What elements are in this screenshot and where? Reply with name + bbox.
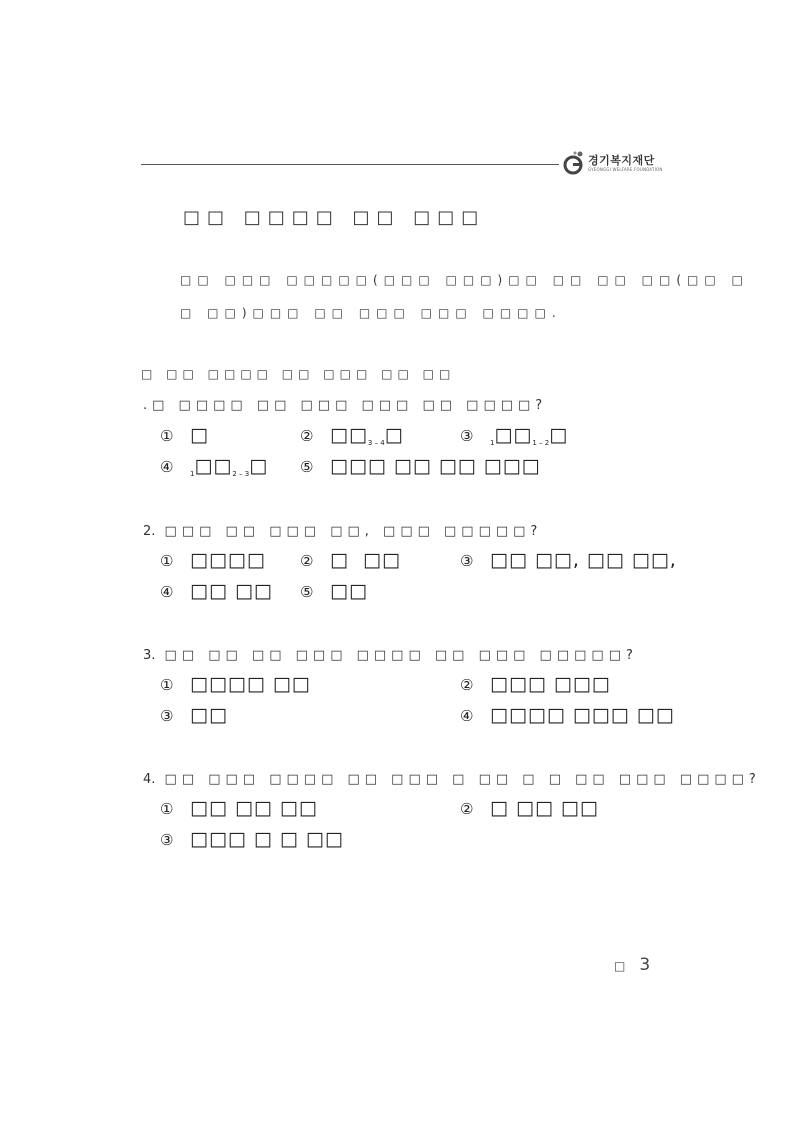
- intro-line-1: □□ □□□ □□□□□(□□□ □□□)□□ □□ □□ □□(□□ □: [180, 273, 749, 287]
- q2-option-5[interactable]: [300, 580, 368, 602]
- option-text: □□: [190, 704, 228, 726]
- option-subscript: 2 – 3: [232, 469, 250, 478]
- question-2-text: [143, 524, 542, 539]
- option-text: □ □□: [330, 549, 401, 571]
- page-number: 3: [639, 955, 651, 975]
- option-text: □□□□ □□□ □□: [490, 704, 675, 726]
- q1-option-5[interactable]: [300, 455, 541, 477]
- option-text: □□: [330, 580, 368, 602]
- header-rule: [141, 164, 559, 165]
- option-prefix: 1: [190, 469, 195, 478]
- q2-option-3[interactable]: [460, 549, 677, 571]
- q3-option-4[interactable]: [460, 704, 675, 726]
- option-marker: ③: [160, 831, 174, 849]
- option-marker: ③: [460, 552, 474, 570]
- q3-option-3[interactable]: [160, 704, 228, 726]
- footer-marker: □: [614, 959, 626, 973]
- option-tail: □: [249, 455, 269, 477]
- question-4-text: [143, 772, 761, 787]
- option-text: □ □□ □□: [490, 797, 599, 819]
- q4-option-1[interactable]: [160, 797, 318, 819]
- logo-text: 경기복지재단: [588, 154, 655, 167]
- option-marker: ②: [460, 800, 474, 818]
- q3-option-1[interactable]: [160, 673, 311, 695]
- option-text: □□□□ □□: [190, 673, 311, 695]
- q4-option-2[interactable]: [460, 797, 599, 819]
- q2-option-2[interactable]: [300, 549, 401, 571]
- page-title: □□ □□□□ □□ □□□: [183, 207, 486, 228]
- q1-option-4[interactable]: [160, 455, 268, 478]
- question-number: 3.: [143, 648, 156, 663]
- option-prefix: 1: [490, 438, 495, 447]
- option-marker: ①: [160, 676, 174, 694]
- option-marker: ②: [300, 427, 314, 445]
- option-marker: ③: [460, 427, 474, 445]
- logo-subtext: GYEONGGI WELFARE FOUNDATION: [588, 167, 663, 172]
- option-text: □: [190, 424, 209, 446]
- option-text: □□: [330, 424, 368, 446]
- option-marker: ②: [300, 552, 314, 570]
- option-marker: ③: [160, 707, 174, 725]
- option-marker: ①: [160, 552, 174, 570]
- foundation-logo-icon: [563, 150, 585, 176]
- q1-option-2[interactable]: [300, 424, 404, 447]
- q2-option-1[interactable]: [160, 549, 266, 571]
- question-number: 4.: [143, 772, 156, 787]
- option-marker: ②: [460, 676, 474, 694]
- option-text: □□□□: [190, 549, 266, 571]
- option-subscript: 3 – 4: [367, 438, 385, 447]
- q2-option-4[interactable]: [160, 580, 273, 602]
- option-text: □□□ □□□: [490, 673, 611, 695]
- question-body: □□ □□□ □□□□ □□ □□□ □ □□ □ □ □□ □□□ □□□□?: [164, 772, 761, 787]
- option-marker: ④: [160, 458, 174, 476]
- option-text: □□ □□, □□ □□,: [490, 549, 677, 571]
- option-marker: ④: [460, 707, 474, 725]
- option-marker: ⑤: [300, 583, 314, 601]
- option-marker: ④: [160, 583, 174, 601]
- option-text: □□ □□ □□: [190, 797, 318, 819]
- q4-option-3[interactable]: [160, 828, 344, 850]
- option-text: □□ □□: [190, 580, 273, 602]
- option-text: □□: [494, 424, 533, 446]
- option-marker: ①: [160, 800, 174, 818]
- q3-option-2[interactable]: [460, 673, 611, 695]
- foundation-logo: [563, 150, 663, 178]
- option-marker: ⑤: [300, 458, 314, 476]
- page-footer: [614, 955, 650, 975]
- option-marker: ①: [160, 427, 174, 445]
- question-number: 2.: [143, 524, 156, 539]
- question-3-text: [143, 648, 638, 663]
- option-text: □□□ □□ □□ □□□: [330, 455, 541, 477]
- section-heading: □ □□ □□□□ □□ □□□ □□ □□: [141, 367, 456, 381]
- q1-option-1[interactable]: [160, 424, 209, 446]
- option-subscript: 1 – 2: [532, 438, 550, 447]
- question-body: □□□ □□ □□□ □□, □□□ □□□□□?: [164, 524, 543, 539]
- option-tail: □: [384, 424, 404, 446]
- q1-option-3[interactable]: [460, 424, 568, 447]
- option-tail: □: [549, 424, 569, 446]
- question-body: □□ □□ □□ □□□ □□□□ □□ □□□ □□□□□?: [164, 648, 638, 663]
- option-text: □□□ □ □ □□: [190, 828, 344, 850]
- intro-line-2: □ □□)□□□ □□ □□□ □□□ □□□□.: [180, 306, 562, 320]
- option-text: □□: [194, 455, 233, 477]
- question-1-text: .□ □□□□ □□ □□□ □□□ □□ □□□□?: [143, 398, 548, 413]
